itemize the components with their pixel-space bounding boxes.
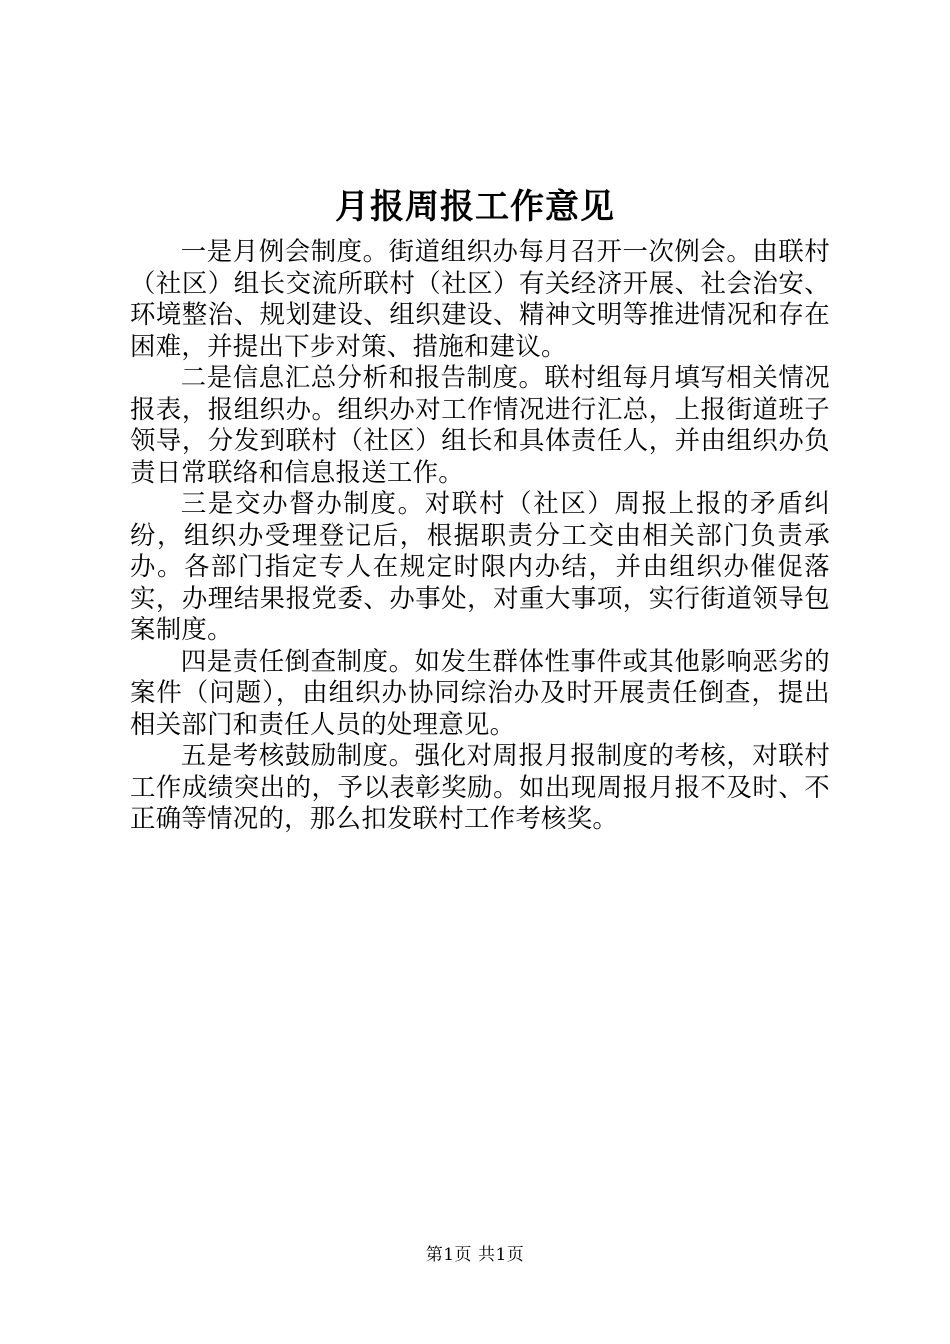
page-number-footer: 第1页 共1页	[425, 1245, 525, 1265]
paragraph-monthly-meeting: 一是月例会制度。街道组织办每月召开一次例会。由联村（社区）组长交流所联村（社区）有关经济开展、社会治安、环境整治、规划建设、组织建设、精神文明等推进情况和存在困难，并提出下步对策、措施和建议。	[130, 236, 830, 361]
paragraph-assignment-supervision: 三是交办督办制度。对联村（社区）周报上报的矛盾纠纷，组织办受理登记后，根据职责分工交由相关部门负责承办。各部门指定专人在规定时限内办结，并由组织办催促落实，办理结果报党委、办事处，对重大事项，实行街道领导包案制度。	[130, 488, 830, 644]
document-title: 月报周报工作意见	[335, 187, 615, 227]
document-body	[130, 236, 830, 835]
paragraph-assessment-incentive: 五是考核鼓励制度。强化对周报月报制度的考核，对联村工作成绩突出的，予以表彰奖励。如出现周报月报不及时、不正确等情况的，那么扣发联村工作考核奖。	[130, 740, 830, 833]
paragraph-responsibility-review: 四是责任倒查制度。如发生群体性事件或其他影响恶劣的案件（问题），由组织办协同综治办及时开展责任倒查，提出相关部门和责任人员的处理意见。	[130, 645, 830, 739]
paragraph-information-report: 二是信息汇总分析和报告制度。联村组每月填写相关情况报表，报组织办。组织办对工作情况进行汇总，上报街道班子领导，分发到联村（社区）组长和具体责任人，并由组织办负责日常联络和信息报送工作。	[130, 362, 830, 487]
